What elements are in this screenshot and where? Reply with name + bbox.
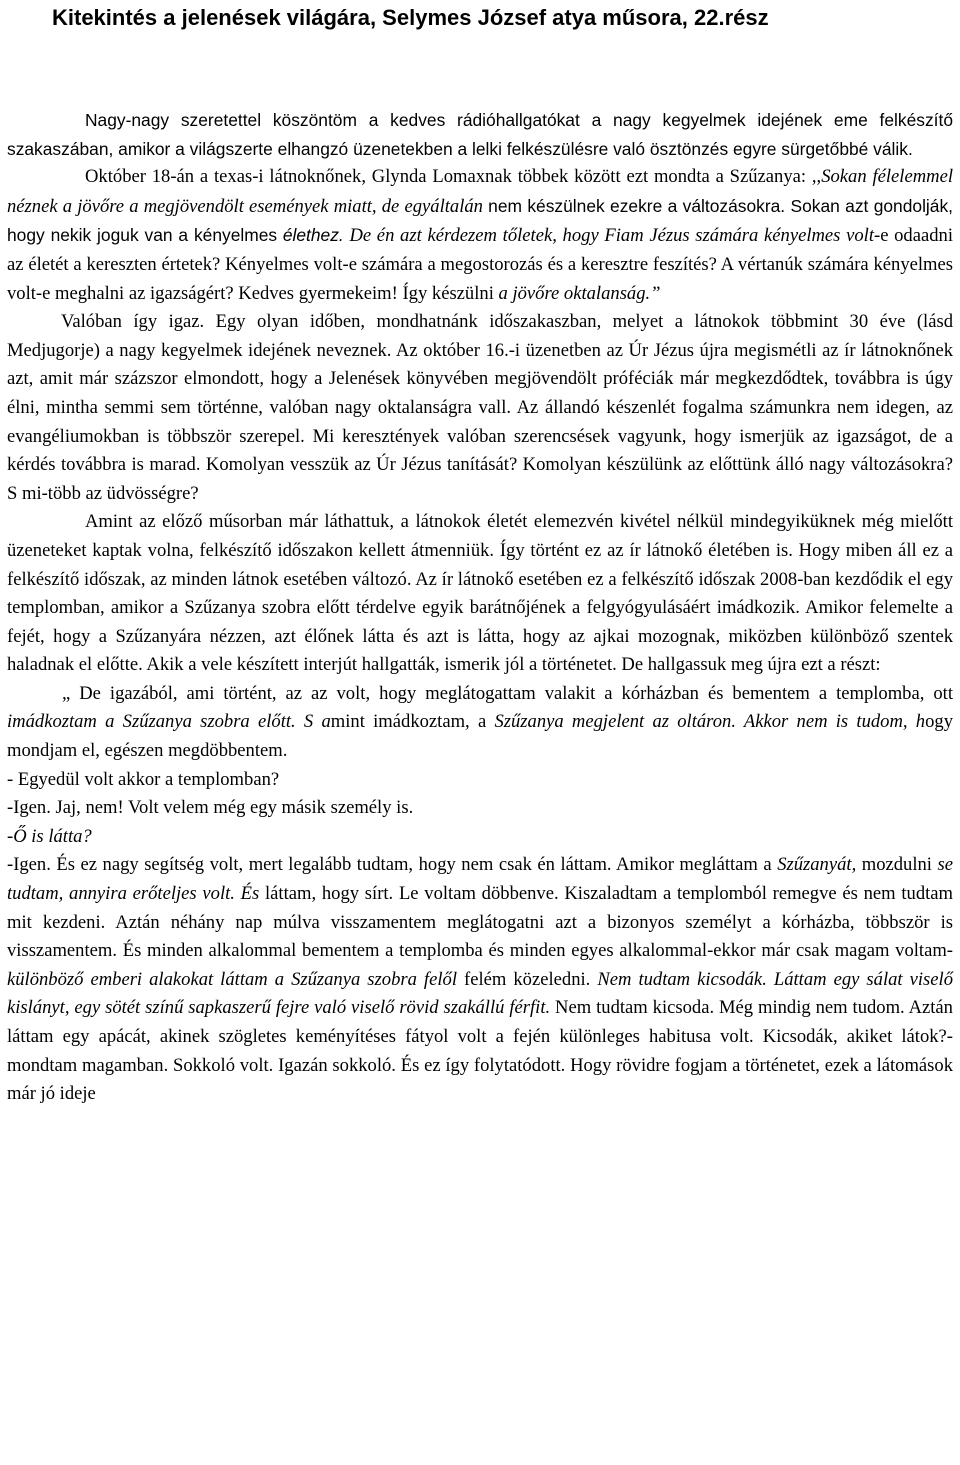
italic-run: Szűzanyát, [777, 854, 857, 876]
paragraph-quote [7, 680, 953, 766]
italic-run: se tudtam, annyira erőteljes volt. És [7, 854, 953, 905]
text-run: mint imádkoztam, a [330, 711, 495, 733]
text-run: nem készülnek ezekre a változásokra. Sokan azt gondolják, hogy nekik joguk van a kényelmes [7, 195, 953, 246]
italic-run: Nem tudtam kicsodák. Láttam egy sálat viselő kislányt, egy sötét színű sapkaszerű fejre való viselő rövid szakállú férfit. [7, 968, 953, 1019]
text-run: láttam, hogy sírt. Le voltam döbbenve. Kiszaladtam a templomból remegve és nem tudtam mit kezdeni. Aztán néhány nap múlva visszamentem meglátogatni azt a bizonyos személyt a kórházba, többször is visszamentem. És minden alkalommal bementem a templomba és minden egyes alkalommal-ekkor már csak magam voltam- [7, 883, 953, 962]
dialogue-line [7, 851, 953, 1108]
dialogue-line: - Egyedül volt akkor a templomban? [7, 768, 280, 790]
italic-run: Sokan félelemmel néznek a jövőre a megjövendölt események miatt, de egyáltalán [7, 166, 953, 217]
page-title: Kitekintés a jelenések világára, Selymes József atya műsora, 22.rész [52, 5, 769, 30]
text-run: -Igen. És ez nagy segítség volt, mert legalább tudtam, hogy nem csak én láttam. Amikor megláttam a [7, 854, 778, 876]
paragraph-valoban: Valóban így igaz. Egy olyan időben, mondhatnánk időszakaszban, melyet a látnokok többmint 30 éve (lásd Medjugorje) a nagy kegyelmek idejének neveznek. Az október 16.-i üzenetben az Úr Jézus újra megismétli az ír látnoknőnek azt, amit már százszor elmondott, hogy a Jelenések könyvében megjövendölt próféciák már megkezdődtek, továbbra is úgy élni, mintha semmi sem történne, valóban nagy oktalanságra vall. Az állandó készenlét fogalma számunkra nem idegen, az evangéliumokban is többször szerepel. Mi keresztények valóban szerencsések vagyunk, hogy ismerjük az igazságot, de a kérdés továbbra is marad. Komolyan vesszük az Úr Jézus tanítását? Komolyan készülünk az előttünk álló nagy változásokra? S mi-több az üdvösségre? [7, 311, 953, 504]
italic-run: -Ő is látta? [7, 825, 92, 847]
paragraph-october-18 [7, 163, 953, 308]
italic-run: De én azt kérdezem tőletek, hogy Fiam Jézus számára kényelmes volt [349, 225, 874, 247]
italic-run: élethez. [282, 225, 344, 246]
paragraph-amint: Amint az előző műsorban már láthattuk, a látnokok életét elemezvén kivétel nélkül mindegyiküknek még mielőtt üzeneteket kaptak volna, felkészítő időszakon kellett átmenniük. Így történt ez az ír látnokő életében is. Hogy miben áll ez a felkészítő időszak, az minden látnok esetében változó. Az ír látnokő esetében ez a felkészítő időszak 2008-ban kezdődik el egy templomban, amikor a Szűzanya szobra előtt térdelve egyik barátnőjének a felgyógyulásáért imádkozik. Amikor felemelte a fejét, hogy a Szűzanyára nézzen, azt élőnek látta és azt is látta, hogy az ajkai mozognak, miközben különböző szentek haladnak el előtte. Akik a vele készített interjút hallgatták, ismerik jól a történetet. De hallgassuk meg újra ezt a részt: [7, 511, 953, 676]
italic-run: a jövőre oktalanság.” [498, 282, 661, 304]
italic-run: imádkoztam a Szűzanya szobra előtt. S a [7, 711, 331, 733]
text-run: „ De igazából, ami történt, az az volt, hogy meglátogattam valakit a kórházban és bementem a templomba, ott [62, 682, 953, 704]
text-run: ogy mondjam el, egészen megdöbbentem. [7, 711, 953, 762]
paragraph-intro: Nagy-nagy szeretettel köszöntöm a kedves rádióhallgatókat a nagy kegyelmek idejének eme felkészítő szakaszában, amikor a világszerte elhangzó üzenetekben a lelki felkészülésre való ösztönzés egyre sürgetőbbé válik. [7, 110, 953, 159]
text-run: mozdulni [856, 854, 938, 876]
italic-run: Szűzanya megjelent az oltáron. Akkor nem is tudom, h [494, 711, 926, 733]
text-run: -e odaadni az életét a kereszten értetek? Kényelmes volt-e számára a megostorozás és a keresztre feszítés? A vértanúk számára kényelmes volt-e meghalni az igazságért? Kedves gyermekeim! Így készülni [7, 225, 953, 304]
document-page [0, 5, 960, 1109]
italic-run: különböző emberi alakokat láttam a Szűzanya szobra felől [7, 968, 457, 990]
text-run: felém közeledni. [456, 968, 598, 990]
dialogue-line: -Igen. Jaj, nem! Volt velem még egy másik személy is. [7, 797, 414, 819]
dialogue-line [7, 823, 953, 852]
text-run: Nem tudtam kicsoda. Még mindig nem tudom. Aztán láttam egy apácát, akinek szögletes keményítéses fátyol volt a fején különleges habitusa volt. Kicsodák, akiket látok?- mondtam magamban. Sokkoló volt. Igazán sokkoló. És ez így folytatódott. Hogy rövidre fogjam a történetet, ezek a látomások már jó ideje [7, 997, 953, 1105]
text-run: Október 18-án a texas-i látnoknőnek, Glynda Lomaxnak többek között ezt mondta a Szűzanya: ,, [85, 166, 822, 188]
